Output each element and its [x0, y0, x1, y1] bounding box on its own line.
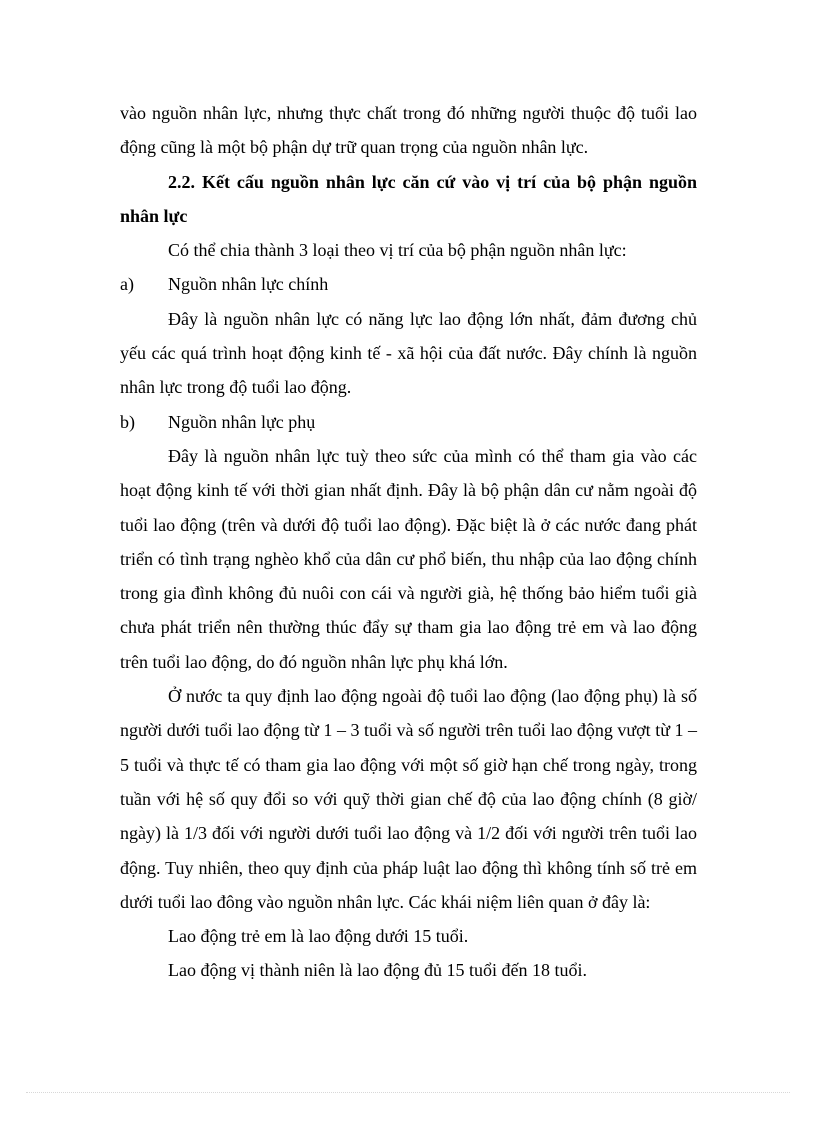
document-page: [120, 96, 697, 988]
regulation-paragraph: Ở nước ta quy định lao động ngoài độ tuổi lao động (lao động phụ) là số người dưới tuổi lao động từ 1 – 3 tuổi và số người trên tuổi lao động vượt từ 1 – 5 tuổi và thực tế có tham gia lao động với một số giờ hạn chế trong ngày, trong tuần với hệ số quy đổi so với quỹ thời gian chế độ của lao động chính (8 giờ/ ngày) là 1/3 đối với người dưới tuổi lao động và 1/2 đối với người trên tuổi lao động. Tuy nhiên, theo quy định của pháp luật lao động thì không tính số trẻ em dưới tuổi lao đông vào nguồn nhân lực. Các khái niệm liên quan ở đây là:: [120, 686, 697, 912]
definition-minor-labor: Lao động vị thành niên là lao động đủ 15 tuổi đến 18 tuổi.: [168, 960, 587, 981]
item-a-body: Đây là nguồn nhân lực có năng lực lao động lớn nhất, đảm đương chủ yếu các quá trình hoạt động kinh tế - xã hội của đất nước. Đây chính là nguồn nhân lực trong độ tuổi lao động.: [120, 308, 697, 398]
item-b-body: Đây là nguồn nhân lực tuỳ theo sức của mình có thể tham gia vào các hoạt động kinh tế với thời gian nhất định. Đây là bộ phận dân cư nằm ngoài độ tuổi lao động (trên và dưới độ tuổi lao động). Đặc biệt là ở các nước đang phát triển có tình trạng nghèo khổ của dân cư phổ biến, thu nhập của lao động chính trong gia đình không đủ nuôi con cái và người già, hệ thống bảo hiểm tuổi già chưa phát triển nên thường thúc đẩy sự tham gia lao động trẻ em và lao động trên tuổi lao động, do đó nguồn nhân lực phụ khá lớn.: [120, 445, 697, 672]
intro-paragraph: Có thể chia thành 3 loại theo vị trí của bộ phận nguồn nhân lực:: [168, 240, 627, 261]
page-bottom-divider: [26, 1092, 790, 1093]
list-item-a: [120, 267, 697, 301]
continuation-paragraph: vào nguồn nhân lực, nhưng thực chất trong đó những người thuộc độ tuổi lao động cũng là một bộ phận dự trữ quan trọng của nguồn nhân lực.: [120, 103, 697, 158]
definition-child-labor: Lao động trẻ em là lao động dưới 15 tuổi.: [168, 926, 469, 947]
list-title-a: Nguồn nhân lực chính: [168, 274, 329, 295]
list-item-b: [120, 405, 697, 439]
list-marker-b: b): [120, 411, 135, 432]
list-title-b: Nguồn nhân lực phụ: [168, 411, 316, 432]
section-heading: 2.2. Kết cấu nguồn nhân lực căn cứ vào vị trí của bộ phận nguồn nhân lực: [120, 171, 697, 226]
list-marker-a: a): [120, 274, 134, 295]
